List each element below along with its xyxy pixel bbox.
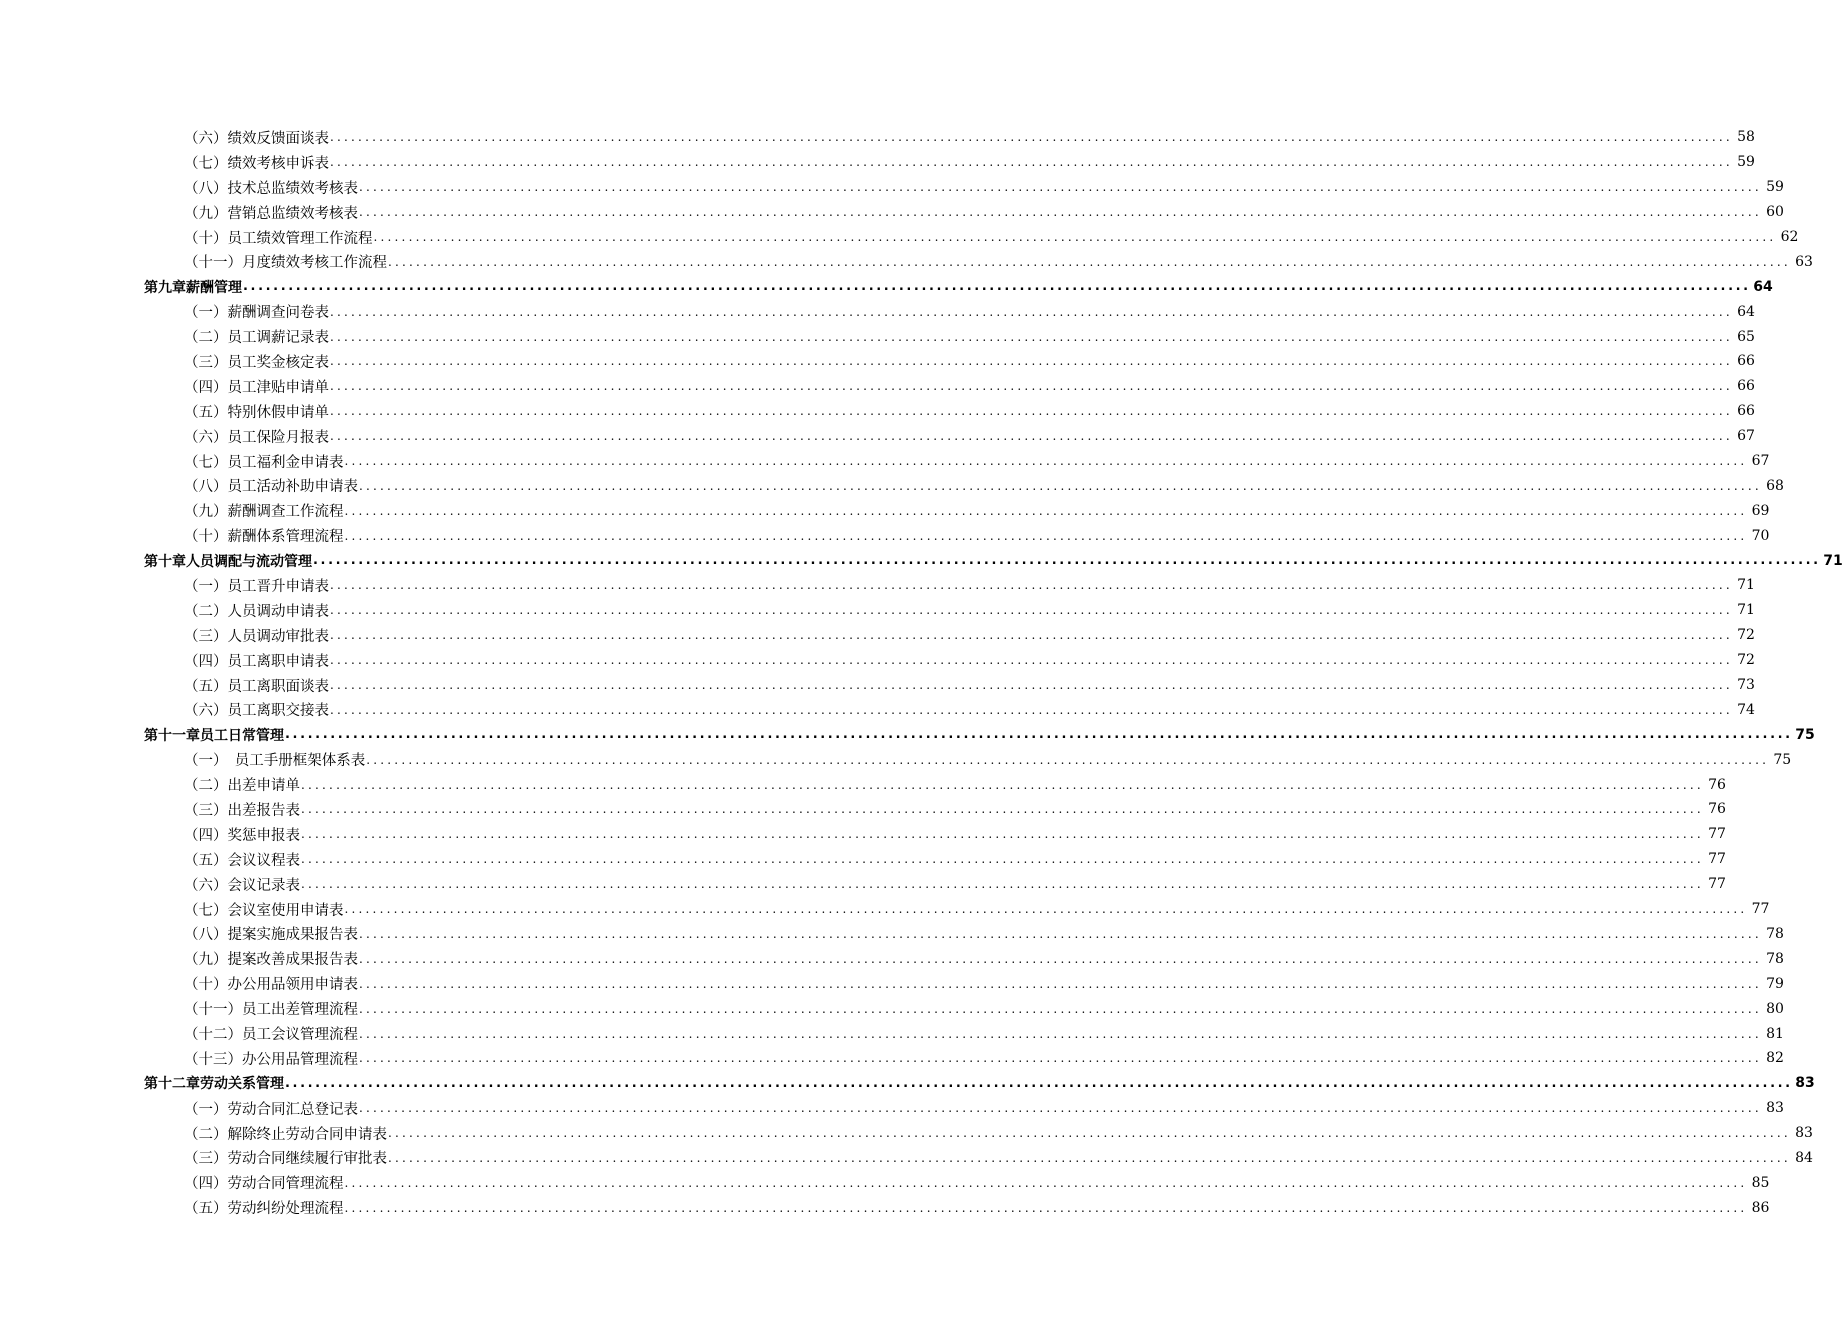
toc-item-row[interactable] bbox=[0, 673, 1755, 698]
toc-item-row[interactable] bbox=[0, 175, 1784, 200]
toc-page-number: 82 bbox=[1766, 1050, 1784, 1067]
toc-item-row[interactable] bbox=[0, 449, 1770, 474]
toc-item-title: （十）员工绩效管理工作流程 bbox=[184, 230, 373, 247]
toc-item-title: （九）提案改善成果报告表 bbox=[184, 952, 358, 969]
toc-item-title: （一） 员工手册框架体系表 bbox=[184, 753, 366, 770]
dot-leader: ........................................................................................................................................................................................................ bbox=[301, 827, 1704, 842]
dot-leader: ........................................................................................................................................................................................................ bbox=[330, 578, 1733, 593]
toc-item-row[interactable] bbox=[0, 897, 1770, 922]
toc-page-number: 66 bbox=[1737, 353, 1755, 370]
toc-item-title: （三）人员调动审批表 bbox=[184, 628, 329, 645]
dot-leader: ........................................................................................................................................................................................................ bbox=[301, 802, 1704, 817]
toc-item-row[interactable] bbox=[0, 772, 1726, 797]
toc-page-number: 77 bbox=[1708, 851, 1726, 868]
toc-page-number: 67 bbox=[1751, 453, 1770, 470]
toc-item-title: （十一）员工出差管理流程 bbox=[184, 1002, 358, 1019]
toc-item-row[interactable] bbox=[0, 1121, 1813, 1146]
dot-leader: ........................................................................................................................................................................................................ bbox=[301, 777, 1704, 792]
toc-item-row[interactable] bbox=[0, 946, 1784, 971]
toc-item-row[interactable] bbox=[0, 822, 1726, 847]
toc-item-row[interactable] bbox=[0, 1096, 1784, 1121]
toc-item-title: （十）薪酬体系管理流程 bbox=[184, 529, 344, 546]
dot-leader: ........................................................................................................................................................................................................ bbox=[301, 852, 1704, 867]
toc-item-row[interactable] bbox=[0, 324, 1755, 349]
dot-leader: ........................................................................................................................................................................................................ bbox=[366, 752, 1770, 767]
toc-chapter-title: 劳动关系管理 bbox=[200, 1076, 284, 1093]
toc-item-title: （七）员工福利金申请表 bbox=[184, 454, 344, 471]
toc-chapter-title: 员工日常管理 bbox=[200, 727, 284, 744]
toc-page-number: 73 bbox=[1737, 677, 1755, 694]
dot-leader: ........................................................................................................................................................................................................ bbox=[285, 1075, 1793, 1091]
dot-leader: ........................................................................................................................................................................................................ bbox=[330, 702, 1733, 717]
dot-leader: ........................................................................................................................................................................................................ bbox=[359, 205, 1762, 220]
dot-leader: ........................................................................................................................................................................................................ bbox=[359, 1101, 1762, 1116]
dot-leader: ........................................................................................................................................................................................................ bbox=[330, 429, 1733, 444]
dot-leader: ........................................................................................................................................................................................................ bbox=[301, 877, 1704, 892]
toc-chapter-title: 人员调配与流动管理 bbox=[186, 553, 312, 570]
toc-item-title: （五）会议议程表 bbox=[184, 852, 300, 869]
toc-item-title: （二）员工调薪记录表 bbox=[184, 330, 329, 347]
toc-item-row[interactable] bbox=[0, 996, 1784, 1021]
dot-leader: ........................................................................................................................................................................................................ bbox=[330, 155, 1733, 170]
toc-item-row[interactable] bbox=[0, 747, 1792, 772]
toc-item-row[interactable] bbox=[0, 498, 1770, 523]
toc-item-title: （六）员工离职交接表 bbox=[184, 703, 329, 720]
toc-page-number: 72 bbox=[1737, 627, 1755, 644]
toc-page-number: 68 bbox=[1766, 477, 1784, 494]
toc-page-number: 59 bbox=[1766, 179, 1784, 196]
toc-item-title: （五）员工离职面谈表 bbox=[184, 678, 329, 695]
toc-item-title: （一）劳动合同汇总登记表 bbox=[184, 1101, 358, 1118]
dot-leader: ........................................................................................................................................................................................................ bbox=[330, 379, 1733, 394]
toc-page-number: 71 bbox=[1823, 552, 1843, 569]
dot-leader: ........................................................................................................................................................................................................ bbox=[359, 976, 1762, 991]
toc-item-row[interactable] bbox=[0, 125, 1755, 150]
toc-chapter-row[interactable] bbox=[0, 548, 1843, 573]
toc-item-title: （八）技术总监绩效考核表 bbox=[184, 180, 358, 197]
toc-item-title: （六）会议记录表 bbox=[184, 877, 300, 894]
dot-leader: ........................................................................................................................................................................................................ bbox=[388, 254, 1791, 269]
toc-item-row[interactable] bbox=[0, 523, 1770, 548]
toc-page-number: 79 bbox=[1766, 975, 1784, 992]
toc-item-title: （八）提案实施成果报告表 bbox=[184, 927, 358, 944]
toc-item-title: （四）奖惩申报表 bbox=[184, 827, 300, 844]
dot-leader: ........................................................................................................................................................................................................ bbox=[330, 653, 1733, 668]
toc-item-row[interactable] bbox=[0, 847, 1726, 872]
toc-item-title: （三）劳动合同继续履行审批表 bbox=[184, 1151, 387, 1168]
toc-page-number: 85 bbox=[1751, 1174, 1770, 1191]
toc-item-title: （六）员工保险月报表 bbox=[184, 429, 329, 446]
toc-item-row[interactable] bbox=[0, 598, 1755, 623]
toc-chapter-row[interactable] bbox=[0, 722, 1815, 747]
toc-page-number: 84 bbox=[1795, 1149, 1813, 1166]
toc-item-row[interactable] bbox=[0, 424, 1755, 449]
toc-page-number: 86 bbox=[1751, 1199, 1770, 1216]
toc-page-number: 75 bbox=[1795, 726, 1815, 743]
toc-item-title: （二）解除终止劳动合同申请表 bbox=[184, 1126, 387, 1143]
toc-page-number: 59 bbox=[1737, 154, 1755, 171]
dot-leader: ........................................................................................................................................................................................................ bbox=[330, 603, 1733, 618]
toc-item-row[interactable] bbox=[0, 623, 1755, 648]
toc-item-title: （九）营销总监绩效考核表 bbox=[184, 205, 358, 222]
toc-item-row[interactable] bbox=[0, 697, 1755, 722]
toc-item-row[interactable] bbox=[0, 922, 1784, 947]
toc-page-number: 62 bbox=[1780, 229, 1799, 245]
toc-page-number: 66 bbox=[1737, 378, 1755, 395]
toc-page-number: 67 bbox=[1737, 428, 1755, 445]
toc-chapter-row[interactable] bbox=[0, 1071, 1815, 1096]
dot-leader: ........................................................................................................................................................................................................ bbox=[330, 354, 1733, 369]
toc-item-title: （四）员工离职申请表 bbox=[184, 653, 329, 670]
dot-leader: ........................................................................................................................................................................................................ bbox=[313, 553, 1821, 569]
toc-page-number: 83 bbox=[1766, 1100, 1784, 1117]
dot-leader: ........................................................................................................................................................................................................ bbox=[330, 678, 1733, 693]
toc-page-number: 74 bbox=[1737, 701, 1755, 718]
toc-item-title: （一）薪酬调查问卷表 bbox=[184, 305, 329, 322]
dot-leader: ........................................................................................................................................................................................................ bbox=[330, 404, 1733, 419]
table-of-contents bbox=[0, 125, 1843, 1220]
toc-item-row[interactable] bbox=[0, 225, 1799, 250]
toc-item-title: （九）薪酬调查工作流程 bbox=[184, 504, 344, 521]
toc-page-number: 71 bbox=[1737, 577, 1755, 594]
toc-chapter-number: 第十二章 bbox=[144, 1076, 200, 1093]
toc-item-title: （七）绩效考核申诉表 bbox=[184, 155, 329, 172]
toc-item-title: （八）员工活动补助申请表 bbox=[184, 479, 358, 496]
toc-item-title: （七）会议室使用申请表 bbox=[184, 902, 344, 919]
toc-item-title: （二）出差申请单 bbox=[184, 778, 300, 795]
dot-leader: ........................................................................................................................................................................................................ bbox=[359, 951, 1762, 966]
toc-item-title: （三）出差报告表 bbox=[184, 802, 300, 819]
toc-page-number: 80 bbox=[1766, 1000, 1784, 1017]
dot-leader: ........................................................................................................................................................................................................ bbox=[330, 628, 1733, 643]
toc-chapter-row[interactable] bbox=[0, 274, 1773, 299]
dot-leader: ........................................................................................................................................................................................................ bbox=[359, 1026, 1762, 1041]
toc-item-title: （一）员工晋升申请表 bbox=[184, 578, 329, 595]
toc-item-row[interactable] bbox=[0, 797, 1726, 822]
toc-item-title: （十二）员工会议管理流程 bbox=[184, 1027, 358, 1043]
dot-leader: ........................................................................................................................................................................................................ bbox=[359, 926, 1762, 941]
toc-page-number: 60 bbox=[1766, 204, 1784, 221]
toc-item-title: （四）员工津贴申请单 bbox=[184, 379, 329, 396]
toc-item-row[interactable] bbox=[0, 573, 1755, 598]
dot-leader: ........................................................................................................................................................................................................ bbox=[330, 130, 1733, 145]
toc-item-row[interactable] bbox=[0, 971, 1784, 996]
toc-item-title: （十三）办公用品管理流程 bbox=[184, 1051, 358, 1068]
toc-item-row[interactable] bbox=[0, 399, 1755, 424]
dot-leader: ........................................................................................................................................................................................................ bbox=[373, 230, 1777, 244]
dot-leader: ........................................................................................................................................................................................................ bbox=[388, 1126, 1791, 1141]
toc-page-number: 70 bbox=[1751, 527, 1770, 544]
toc-page-number: 76 bbox=[1708, 801, 1726, 818]
toc-chapter-title: 薪酬管理 bbox=[186, 279, 242, 296]
toc-item-row[interactable] bbox=[0, 1021, 1784, 1046]
toc-item-row[interactable] bbox=[0, 872, 1726, 897]
toc-item-row[interactable] bbox=[0, 1146, 1813, 1171]
toc-page-number: 64 bbox=[1753, 278, 1773, 295]
dot-leader: ........................................................................................................................................................................................................ bbox=[330, 329, 1733, 344]
toc-item-title: （十）办公用品领用申请表 bbox=[184, 977, 358, 994]
dot-leader: ........................................................................................................................................................................................................ bbox=[344, 528, 1748, 543]
toc-chapter-number: 第十一章 bbox=[144, 727, 200, 744]
toc-item-row[interactable] bbox=[0, 1046, 1784, 1071]
toc-page-number: 83 bbox=[1795, 1125, 1813, 1142]
dot-leader: ........................................................................................................................................................................................................ bbox=[359, 1051, 1762, 1066]
dot-leader: ........................................................................................................................................................................................................ bbox=[359, 478, 1762, 493]
toc-item-title: （十一）月度绩效考核工作流程 bbox=[184, 255, 387, 272]
dot-leader: ........................................................................................................................................................................................................ bbox=[344, 902, 1748, 917]
toc-item-title: （五）劳动纠纷处理流程 bbox=[184, 1201, 344, 1218]
toc-item-row[interactable] bbox=[0, 299, 1755, 324]
toc-item-title: （六）绩效反馈面谈表 bbox=[184, 130, 329, 147]
dot-leader: ........................................................................................................................................................................................................ bbox=[344, 1200, 1748, 1215]
toc-chapter-number: 第九章 bbox=[144, 279, 186, 296]
dot-leader: ........................................................................................................................................................................................................ bbox=[344, 454, 1748, 469]
toc-item-row[interactable] bbox=[0, 648, 1755, 673]
toc-item-row[interactable] bbox=[0, 473, 1784, 498]
dot-leader: ........................................................................................................................................................................................................ bbox=[330, 304, 1733, 319]
toc-page-number: 69 bbox=[1751, 502, 1770, 519]
toc-page-number: 65 bbox=[1737, 328, 1755, 345]
toc-page-number: 64 bbox=[1737, 303, 1755, 320]
toc-item-row[interactable] bbox=[0, 1170, 1770, 1195]
toc-page-number: 58 bbox=[1737, 129, 1755, 146]
toc-page-number: 77 bbox=[1751, 901, 1770, 918]
toc-item-row[interactable] bbox=[0, 374, 1755, 399]
toc-page-number: 81 bbox=[1766, 1025, 1784, 1042]
toc-page-number: 83 bbox=[1795, 1075, 1815, 1092]
toc-item-row[interactable] bbox=[0, 200, 1784, 225]
toc-page-number: 76 bbox=[1708, 776, 1726, 793]
toc-page-number: 75 bbox=[1773, 751, 1792, 768]
toc-item-row[interactable] bbox=[0, 1195, 1770, 1220]
toc-item-title: （二）人员调动申请表 bbox=[184, 603, 329, 620]
toc-page-number: 78 bbox=[1766, 950, 1784, 967]
dot-leader: ........................................................................................................................................................................................................ bbox=[285, 727, 1793, 743]
dot-leader: ........................................................................................................................................................................................................ bbox=[359, 1001, 1762, 1016]
toc-item-row[interactable] bbox=[0, 349, 1755, 374]
toc-page-number: 71 bbox=[1737, 602, 1755, 619]
toc-page-number: 78 bbox=[1766, 925, 1784, 942]
toc-page-number: 77 bbox=[1708, 826, 1726, 843]
toc-item-title: （三）员工奖金核定表 bbox=[184, 354, 329, 371]
toc-chapter-number: 第十章 bbox=[144, 553, 186, 570]
toc-page-number: 66 bbox=[1737, 403, 1755, 420]
toc-page-number: 77 bbox=[1708, 876, 1726, 893]
toc-page-number: 72 bbox=[1737, 652, 1755, 669]
toc-item-title: （五）特别休假申请单 bbox=[184, 404, 329, 421]
dot-leader: ........................................................................................................................................................................................................ bbox=[344, 503, 1748, 518]
dot-leader: ........................................................................................................................................................................................................ bbox=[243, 279, 1751, 295]
toc-item-title: （四）劳动合同管理流程 bbox=[184, 1176, 344, 1193]
dot-leader: ........................................................................................................................................................................................................ bbox=[388, 1150, 1791, 1165]
dot-leader: ........................................................................................................................................................................................................ bbox=[359, 180, 1762, 195]
toc-item-row[interactable] bbox=[0, 249, 1813, 274]
dot-leader: ........................................................................................................................................................................................................ bbox=[344, 1175, 1748, 1190]
toc-item-row[interactable] bbox=[0, 150, 1755, 175]
toc-page-number: 63 bbox=[1795, 253, 1813, 270]
